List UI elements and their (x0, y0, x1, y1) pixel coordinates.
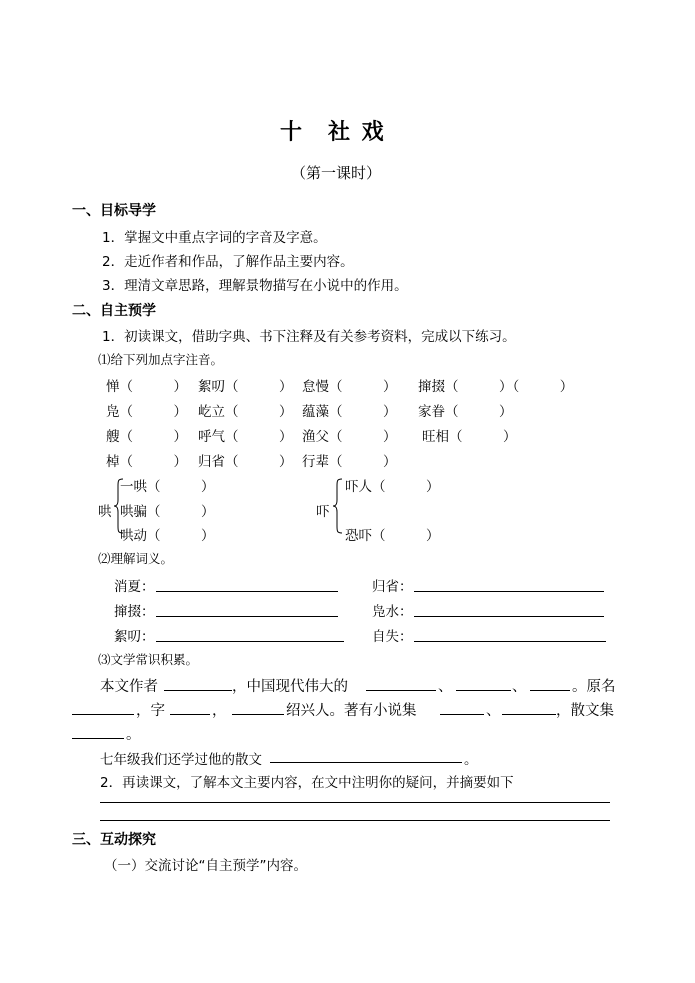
pinyin-item[interactable]: 撺掇（ ）（ ） (418, 379, 574, 395)
pinyin-item[interactable]: 絮叨（ ） (198, 379, 293, 395)
page-subtitle: （第一课时） (291, 164, 382, 182)
polyphone-char-hong: 哄 (98, 504, 112, 520)
pinyin-item[interactable]: 呼气（ ） (198, 429, 293, 445)
lit-blank[interactable] (530, 690, 570, 691)
section-heading-preview: 二、自主预学 (72, 303, 156, 319)
pinyin-item[interactable]: 艘（ ） (106, 429, 187, 445)
lit-separator: 、 (486, 703, 501, 719)
pinyin-item[interactable]: 旺相（ ） (422, 429, 517, 445)
pinyin-item[interactable]: 凫（ ） (106, 404, 187, 420)
sub-question-pinyin: ⑴给下列加点字注音。 (98, 352, 224, 367)
pinyin-item[interactable]: 家眷（ ） (418, 404, 513, 420)
lit-text: 绍兴人。著有小说集 (286, 703, 417, 719)
vocab-blank[interactable] (414, 591, 604, 592)
polyphone-item[interactable]: 吓人（ ） (345, 479, 440, 495)
polyphone-char-xia: 吓 (316, 504, 330, 520)
lit-blank[interactable] (72, 714, 134, 715)
lit-text: 。 (126, 727, 141, 743)
lit-text: 。原名 (572, 679, 616, 695)
sub-question-literature: ⑶文学常识积累。 (98, 652, 199, 667)
lit-blank[interactable] (170, 714, 210, 715)
polyphone-item[interactable]: 恐吓（ ） (345, 528, 440, 544)
lit-blank[interactable] (440, 714, 484, 715)
explore-item: （一）交流讨论“自主预学”内容。 (104, 858, 307, 874)
goal-item: 2．走近作者和作品，了解作品主要内容。 (102, 254, 354, 270)
lit-separator: 、 (438, 679, 453, 695)
summary-line[interactable] (100, 802, 610, 803)
lit-blank[interactable] (456, 690, 511, 691)
section-heading-explore: 三、互动探究 (72, 832, 156, 848)
lit-blank[interactable] (366, 690, 436, 691)
lit-text: ，中国现代伟大的 (232, 679, 348, 695)
polyphone-item[interactable]: 一哄（ ） (120, 479, 215, 495)
lit-blank[interactable] (232, 714, 284, 715)
vocab-label: 凫水： (372, 604, 413, 620)
page-title: 十 社 戏 (280, 119, 386, 145)
pinyin-item[interactable]: 怠慢（ ） (302, 379, 397, 395)
lit-blank[interactable] (72, 738, 124, 739)
vocab-label: 消夏： (114, 579, 155, 595)
sub-question-meaning: ⑵理解词义。 (98, 551, 174, 566)
goal-item: 3．理清文章思路，理解景物描写在小说中的作用。 (102, 278, 408, 294)
vocab-blank[interactable] (156, 591, 338, 592)
pinyin-item[interactable]: 行辈（ ） (302, 454, 397, 470)
vocab-blank[interactable] (156, 616, 338, 617)
vocab-blank[interactable] (414, 616, 604, 617)
pinyin-item[interactable]: 惮（ ） (106, 379, 187, 395)
pinyin-item[interactable]: 棹（ ） (106, 454, 187, 470)
goal-item: 1．掌握文中重点字词的字音及字意。 (102, 230, 327, 246)
vocab-label: 絮叨： (114, 629, 155, 645)
essay-end: 。 (464, 752, 478, 768)
pinyin-item[interactable]: 蕴藻（ ） (302, 404, 397, 420)
polyphone-item[interactable]: 哄动（ ） (120, 528, 215, 544)
lit-separator: 、 (512, 679, 527, 695)
lit-blank[interactable] (502, 714, 556, 715)
question-2: 2．再读课文，了解本文主要内容，在文中注明你的疑问，并摘要如下 (100, 775, 514, 791)
preview-intro: 1．初读课文，借助字典、书下注释及有关参考资料，完成以下练习。 (102, 329, 516, 345)
vocab-label: 撺掇： (114, 604, 155, 620)
lit-blank[interactable] (164, 690, 232, 691)
polyphone-item[interactable]: 哄骗（ ） (120, 504, 215, 520)
essay-question: 七年级我们还学过他的散文 (100, 752, 262, 768)
pinyin-item[interactable]: 屹立（ ） (198, 404, 293, 420)
lit-text: ，字 (136, 703, 165, 719)
brace-left-icon (333, 478, 343, 534)
essay-blank[interactable] (270, 762, 462, 763)
pinyin-item[interactable]: 渔父（ ） (302, 429, 397, 445)
summary-line[interactable] (100, 820, 610, 821)
vocab-label: 自失： (372, 629, 413, 645)
lit-author-text: 本文作者 (100, 679, 158, 695)
section-heading-goals: 一、目标导学 (72, 203, 156, 219)
vocab-blank[interactable] (414, 641, 606, 642)
lit-text: ，散文集 (556, 703, 614, 719)
vocab-label: 归省： (372, 579, 413, 595)
lit-text: ， (212, 703, 227, 719)
vocab-blank[interactable] (156, 641, 344, 642)
pinyin-item[interactable]: 归省（ ） (198, 454, 293, 470)
